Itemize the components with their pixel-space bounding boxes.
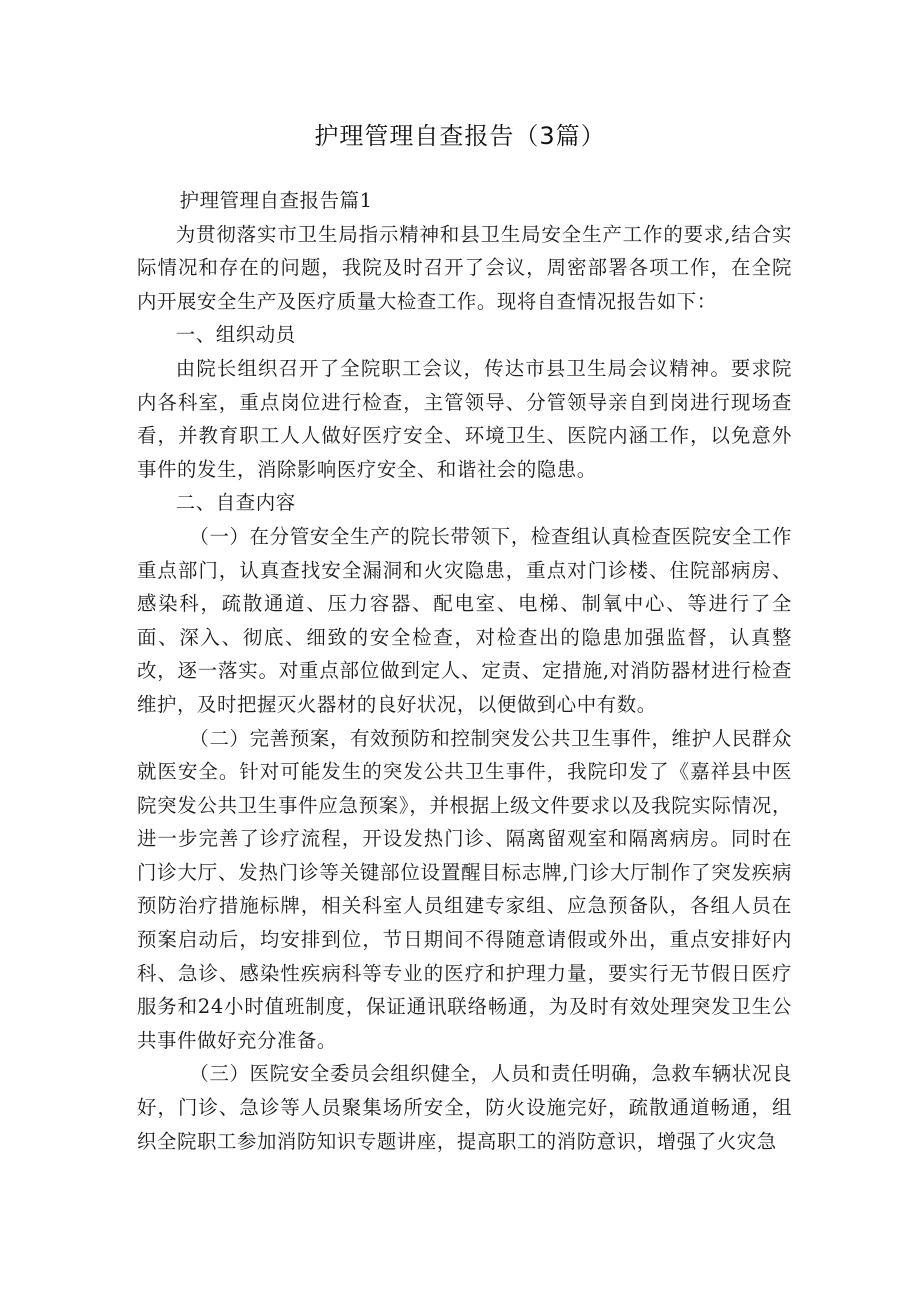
section-subtitle: 护理管理自查报告篇1 bbox=[179, 189, 373, 212]
document-body bbox=[137, 184, 792, 1158]
paragraph-item-1: （一）在分管安全生产的院长带领下，检查组认真检查医院安全工作重点部门，认真查找安全漏洞和火灾隐患，重点对门诊楼、住院部病房、感染科，疏散通道、压力容器、配电室、电梯、制氧中心、等进行了全面、深入、彻底、细致的安全检查，对检查出的隐患加强监督，认真整改，逐一落实。对重点部位做到定人、定责、定措施,对消防器材进行检查维护，及时把握灭火器材的良好状况，以便做到心中有数。 bbox=[137, 524, 792, 716]
document-title: 护理管理自查报告（3篇） bbox=[314, 122, 606, 150]
section-heading-1: 一、组织动员 bbox=[175, 323, 296, 347]
intro-paragraph: 为贯彻落实市卫生局指示精神和县卫生局安全生产工作的要求,结合实际情况和存在的问题，我院及时召开了会议，周密部署各项工作，在全院内开展安全生产及医疗质量大检查工作。现将自查情况报告如下： bbox=[137, 222, 792, 313]
paragraph-item-2: （二）完善预案，有效预防和控制突发公共卫生事件，维护人民群众就医安全。针对可能发生的突发公共卫生事件，我院印发了《嘉祥县中医院突发公共卫生事件应急预案》，并根据上级文件要求以及我院实际情况，进一步完善了诊疗流程，开设发热门诊、隔离留观室和隔离病房。同时在门诊大厅、发热门诊等关键部位设置醒目标志牌,门诊大厅制作了突发疾病预防治疗措施标牌，相关科室人员组建专家组、应急预备队，各组人员在预案启动后，均安排到位，节日期间不得随意请假或外出，重点安排好内科、急诊、感染性疾病科等专业的医疗和护理力量，要实行无节假日医疗服务和24小时值班制度，保证通讯联络畅通，为及时有效处理突发卫生公共事件做好充分准备。 bbox=[137, 726, 792, 1052]
paragraph-item-3: （三）医院安全委员会组织健全，人员和责任明确，急救车辆状况良好，门诊、急诊等人员聚集场所安全，防火设施完好，疏散通道畅通，组织全院职工参加消防知识专题讲座，提高职工的消防意识，增强了火灾急 bbox=[137, 1062, 792, 1153]
section-heading-2: 二、自查内容 bbox=[175, 491, 296, 515]
paragraph-organization: 由院长组织召开了全院职工会议，传达市县卫生局会议精神。要求院内各科室，重点岗位进行检查，主管领导、分管领导亲自到岗进行现场查看，并教育职工人人做好医疗安全、环境卫生、医院内涵工作，以免意外事件的发生，消除影响医疗安全、和谐社会的隐患。 bbox=[137, 356, 792, 481]
